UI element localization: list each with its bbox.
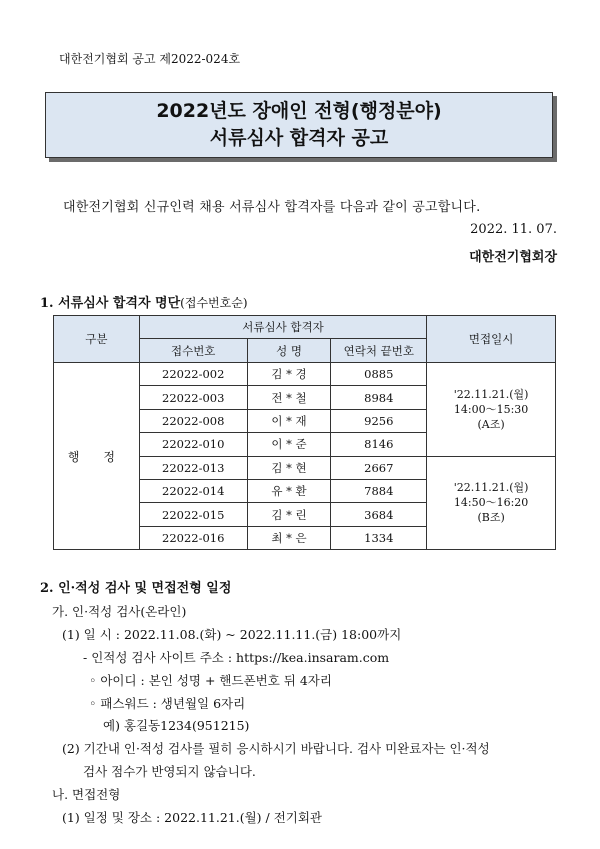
section-2-title: 2. 인·적성 검사 및 면접전형 일정	[40, 581, 232, 596]
receipt-no-cell: 22022-010	[139, 433, 247, 456]
title-box	[45, 92, 553, 158]
section-1-subtitle: (접수번호순)	[180, 296, 248, 310]
title-line-1: 2022년도 장애인 전형(행정분야)	[156, 100, 442, 122]
aptitude-test-id: ◦ 아이디 : 본인 성명 + 핸드폰번호 뒤 4자리	[89, 673, 332, 688]
phone-cell: 7884	[331, 479, 427, 502]
phone-cell: 0885	[331, 363, 427, 386]
schedule-b-time: 14:50～16:20	[453, 496, 529, 510]
phone-cell: 3684	[331, 503, 427, 526]
header-receipt-no: 접수번호	[139, 339, 247, 363]
name-cell: 이 * 재	[247, 409, 331, 432]
passers-table	[53, 315, 556, 550]
receipt-no-cell: 22022-003	[139, 386, 247, 409]
receipt-no-cell: 22022-002	[139, 363, 247, 386]
name-cell: 전 * 철	[247, 386, 331, 409]
interview-schedule: (1) 일정 및 장소 : 2022.11.21.(월) / 전기회관	[62, 810, 322, 825]
schedule-b-date: '22.11.21.(월)	[453, 481, 529, 495]
receipt-no-cell: 22022-013	[139, 456, 247, 479]
interview-heading: 나. 면접전형	[52, 787, 121, 802]
division-cell: 행 정	[54, 363, 140, 550]
aptitude-test-password: ◦ 패스워드 : 생년월일 6자리	[89, 696, 246, 711]
name-cell: 유 * 환	[247, 479, 331, 502]
section-1-heading	[40, 292, 248, 311]
name-cell: 김 * 현	[247, 456, 331, 479]
name-cell: 이 * 준	[247, 433, 331, 456]
phone-cell: 9256	[331, 409, 427, 432]
aptitude-test-notice-line-2: 검사 점수가 반영되지 않습니다.	[83, 764, 256, 779]
schedule-b-group: (B조)	[477, 511, 505, 525]
header-passers: 서류심사 합격자	[139, 316, 426, 339]
table-row	[54, 363, 556, 386]
receipt-no-cell: 22022-008	[139, 409, 247, 432]
title-line-2: 서류심사 합격자 공고	[209, 127, 389, 149]
receipt-no-cell: 22022-015	[139, 503, 247, 526]
schedule-cell-b	[427, 456, 556, 550]
intro-text: 대한전기협회 신규인력 채용 서류심사 합격자를 다음과 같이 공고합니다.	[63, 200, 481, 215]
aptitude-test-notice-line-1: (2) 기간내 인·적성 검사를 필히 응시하시기 바랍니다. 검사 미완료자는 인·적성	[62, 741, 490, 756]
name-cell: 최 * 은	[247, 526, 331, 549]
section-1-title: 1. 서류심사 합격자 명단	[40, 296, 181, 311]
header-category: 구분	[54, 316, 140, 363]
header-interview-date: 면접일시	[427, 316, 556, 363]
schedule-a-date: '22.11.21.(월)	[453, 387, 529, 401]
schedule-a-time: 14:00～15:30	[453, 402, 529, 416]
aptitude-test-period: (1) 일 시 : 2022.11.08.(화) ~ 2022.11.11.(금) 18:00까지	[62, 627, 402, 642]
header-phone-last: 연락처 끝번호	[331, 339, 427, 363]
schedule-a-group: (A조)	[477, 417, 505, 431]
phone-cell: 1334	[331, 526, 427, 549]
schedule-cell-a	[427, 363, 556, 457]
header-name: 성 명	[247, 339, 331, 363]
aptitude-test-site: - 인적성 검사 사이트 주소 : https://kea.insaram.com	[83, 650, 390, 665]
phone-cell: 2667	[331, 456, 427, 479]
aptitude-test-example: 예) 홍길동1234(951215)	[103, 718, 250, 733]
aptitude-test-heading: 가. 인·적성 검사(온라인)	[52, 604, 187, 619]
name-cell: 김 * 린	[247, 503, 331, 526]
phone-cell: 8984	[331, 386, 427, 409]
receipt-no-cell: 22022-014	[139, 479, 247, 502]
receipt-no-cell: 22022-016	[139, 526, 247, 549]
issuer: 대한전기협회장	[469, 250, 557, 265]
notice-number: 대한전기협회 공고 제2022-024호	[59, 52, 241, 66]
name-cell: 김 * 경	[247, 363, 331, 386]
notice-date: 2022. 11. 07.	[470, 222, 557, 237]
phone-cell: 8146	[331, 433, 427, 456]
